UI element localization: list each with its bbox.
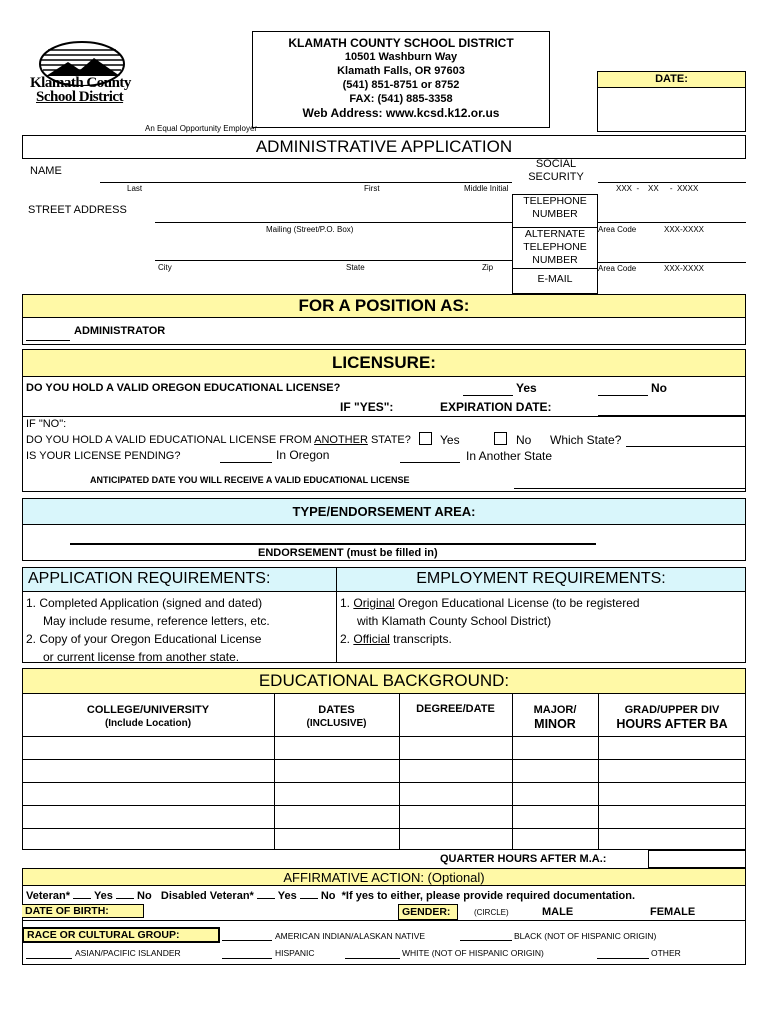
emp-req-1-text: Oregon Educational License (to be registered: [394, 596, 640, 610]
endorsement-note: ENDORSEMENT (must be filled in): [258, 547, 438, 559]
expiration-input[interactable]: [598, 403, 746, 416]
ssn-fmt-dash2: -: [669, 184, 673, 193]
race-hispanic-blank[interactable]: [222, 948, 272, 959]
last-label: Last: [127, 184, 143, 193]
q2-text: [26, 434, 411, 446]
edu-col-college-sub: (Include Location): [104, 718, 192, 729]
middle-label: Middle Initial: [464, 184, 509, 193]
email-label: E-MAIL: [537, 273, 573, 285]
name-label: NAME: [30, 165, 62, 177]
position-header: [22, 294, 746, 318]
veteran-no-label: No: [137, 890, 152, 902]
q2-pre: DO YOU HOLD A VALID EDUCATIONAL LICENSE FROM: [26, 434, 315, 446]
edu-row-line-1: [22, 759, 746, 760]
requirements-divider: [336, 591, 337, 663]
disabled-yes-label: Yes: [277, 890, 297, 902]
date-input[interactable]: [598, 88, 745, 132]
race-asian-blank[interactable]: [26, 948, 72, 959]
race-american-indian-blank[interactable]: [222, 930, 272, 941]
race-american-indian: AMERICAN INDIAN/ALASKAN NATIVE: [275, 931, 426, 941]
logo-text-line1: Klamath County: [30, 75, 131, 91]
area-code-label-1: Area Code: [598, 225, 637, 234]
app-req-header-text: APPLICATION REQUIREMENTS:: [28, 570, 271, 587]
district-city: Klamath Falls, OR 97603: [337, 65, 465, 77]
race-white: WHITE (NOT OF HISPANIC ORIGIN): [402, 948, 544, 958]
documentation-note: *If yes to either, please provide required documentation.: [341, 890, 636, 902]
in-oregon-label: In Oregon: [276, 448, 330, 462]
emp-req-header: [336, 567, 746, 592]
anticipated-input[interactable]: [514, 476, 746, 489]
ssn-format: [616, 184, 698, 193]
licensure-header-text: LICENSURE:: [332, 353, 436, 372]
district-logo: [22, 38, 142, 108]
emp-req-1b: with Klamath County School District): [357, 614, 552, 628]
quarter-hours-label: QUARTER HOURS AFTER M.A.:: [440, 853, 607, 865]
disabled-no-label: No: [320, 890, 336, 902]
form-title-box: [22, 135, 746, 159]
emp-req-1-underlined: Original: [353, 596, 395, 610]
emp-req-2-num: 2.: [340, 632, 351, 646]
phone-label-box: [512, 194, 598, 294]
district-name: KLAMATH COUNTY SCHOOL DISTRICT: [288, 36, 514, 50]
which-state-input[interactable]: [626, 434, 746, 447]
administrator-label: ADMINISTRATOR: [74, 325, 166, 337]
district-address: 10501 Washburn Way: [344, 51, 458, 63]
q1-yes-blank[interactable]: [463, 383, 513, 396]
q2-yes-checkbox[interactable]: [419, 432, 432, 445]
disabled-veteran-label: Disabled Veteran*: [160, 890, 254, 902]
zip-label: Zip: [482, 263, 494, 272]
edu-col-dates: [274, 703, 399, 731]
race-other: OTHER: [651, 948, 681, 958]
app-req-header: [22, 567, 337, 592]
race-hispanic: HISPANIC: [275, 948, 315, 958]
disabled-yes-blank[interactable]: [257, 898, 275, 899]
edu-row-line-0: [22, 736, 746, 737]
veteran-no-blank[interactable]: [116, 898, 134, 899]
app-req-list: [26, 594, 270, 666]
gender-female[interactable]: FEMALE: [650, 906, 696, 918]
q1-yes-label: Yes: [516, 381, 537, 395]
race-black: BLACK (NOT OF HISPANIC ORIGIN): [514, 931, 657, 941]
expiration-label: EXPIRATION DATE:: [440, 400, 552, 414]
city-label: City: [158, 263, 172, 272]
date-label: DATE:: [598, 72, 745, 88]
in-another-blank[interactable]: [400, 450, 460, 463]
q2-yes-label: Yes: [440, 433, 460, 447]
race-asian: ASIAN/PACIFIC ISLANDER: [75, 948, 181, 958]
edu-col-college-title: COLLEGE/UNIVERSITY: [86, 704, 210, 716]
emp-req-list: [340, 594, 640, 648]
dob-label-box: [22, 904, 144, 918]
edu-col-div-2: [399, 693, 400, 850]
district-info-box: [252, 31, 550, 128]
licensure-divider: [22, 416, 746, 417]
dob-label: DATE OF BIRTH:: [25, 905, 109, 917]
q1-no-blank[interactable]: [598, 383, 648, 396]
race-black-blank[interactable]: [460, 930, 512, 941]
race-white-blank[interactable]: [345, 948, 400, 959]
phone-format-2: XXX-XXXX: [664, 264, 705, 273]
app-req-1b: May include resume, reference letters, etc.: [43, 614, 270, 628]
race-other-blank[interactable]: [597, 948, 649, 959]
veteran-label: Veteran*: [26, 890, 71, 902]
emp-req-1-num: 1.: [340, 596, 351, 610]
edu-col-grad-sub: HOURS AFTER BA: [616, 717, 728, 731]
quarter-hours-input[interactable]: [648, 850, 746, 868]
gender-label: GENDER:: [402, 906, 451, 918]
date-box: [597, 71, 746, 132]
if-no-label: IF "NO":: [26, 418, 67, 430]
position-header-text: FOR A POSITION AS:: [298, 296, 470, 315]
ssn-fmt-3: XXXX: [676, 184, 699, 193]
phone-format-1: XXX-XXXX: [664, 225, 705, 234]
education-header: [22, 668, 746, 694]
emp-req-1: [340, 594, 640, 612]
ssn-fmt-dash1: -: [636, 184, 640, 193]
veteran-row: [26, 890, 635, 902]
city-input[interactable]: [155, 248, 512, 261]
administrator-blank[interactable]: [26, 330, 70, 341]
race-label-box: [22, 927, 220, 943]
gender-label-box: [398, 904, 458, 920]
veteran-yes-blank[interactable]: [73, 898, 91, 899]
district-web: Web Address: www.kcsd.k12.or.us: [302, 106, 500, 120]
which-state-label: Which State?: [550, 433, 622, 447]
endorsement-header-text: TYPE/ENDORSEMENT AREA:: [292, 504, 476, 519]
q1-no-label: No: [651, 381, 667, 395]
dob-input[interactable]: [145, 904, 395, 918]
ssn-fmt-2: XX: [648, 184, 659, 193]
app-req-1: 1. Completed Application (signed and dated): [26, 596, 263, 610]
emp-req-header-text: EMPLOYMENT REQUIREMENTS:: [416, 570, 666, 587]
emp-req-2-text: transcripts.: [389, 632, 452, 646]
ssn-fmt-1: XXX: [616, 184, 633, 193]
telephone-label: TELEPHONE NUMBER: [513, 195, 597, 228]
edu-row-line-3: [22, 805, 746, 806]
q2-post: STATE?: [367, 434, 411, 446]
ssn-input[interactable]: [598, 170, 746, 183]
circle-note: (CIRCLE): [474, 908, 509, 917]
edu-row-line-2: [22, 782, 746, 783]
edu-col-major: [512, 703, 598, 731]
affirmative-header-text: AFFIRMATIVE ACTION: (Optional): [283, 870, 485, 885]
telephone-input[interactable]: [598, 210, 746, 223]
gender-male[interactable]: MALE: [542, 906, 574, 918]
edu-col-major-title: MAJOR/: [533, 704, 577, 716]
if-yes-label: IF "YES":: [340, 400, 394, 414]
q1-text: DO YOU HOLD A VALID OREGON EDUCATIONAL LICENSE?: [26, 382, 341, 394]
district-phone: (541) 851-8751 or 8752: [342, 79, 460, 91]
endorsement-header: [22, 498, 746, 525]
district-fax: FAX: (541) 885-3358: [349, 93, 453, 105]
street-input[interactable]: [155, 210, 512, 223]
street-label: STREET ADDRESS: [28, 204, 127, 216]
mailing-label: Mailing (Street/P.O. Box): [266, 225, 354, 234]
edu-col-college: [22, 703, 274, 731]
race-label: RACE OR CULTURAL GROUP:: [27, 929, 180, 941]
edu-row-line-4: [22, 828, 746, 829]
edu-col-dates-sub: (INCLUSIVE): [306, 718, 367, 729]
in-oregon-blank[interactable]: [220, 450, 272, 463]
emp-req-2-underlined: Official: [353, 632, 390, 646]
area-code-label-2: Area Code: [598, 264, 637, 273]
eoe-note: An Equal Opportunity Employer: [145, 124, 258, 133]
edu-col-degree: DEGREE/DATE: [416, 703, 495, 715]
licensure-header: [22, 349, 746, 377]
education-header-text: EDUCATIONAL BACKGROUND:: [258, 671, 510, 690]
alt-phone-input[interactable]: [598, 250, 746, 263]
affirmative-header: [22, 868, 746, 886]
edu-col-dates-title: DATES: [318, 704, 355, 716]
disabled-no-blank[interactable]: [300, 898, 318, 899]
emp-req-2: [340, 630, 640, 648]
ssn-label: SOCIAL SECURITY: [528, 158, 584, 183]
logo-text-line2: School District: [36, 89, 124, 105]
state-label: State: [346, 263, 365, 272]
first-label: First: [364, 184, 380, 193]
in-another-label: In Another State: [466, 449, 553, 463]
app-req-2: 2. Copy of your Oregon Educational License: [26, 632, 262, 646]
anticipated-label: ANTICIPATED DATE YOU WILL RECEIVE A VALID EDUCATIONAL LICENSE: [90, 475, 410, 485]
q3-text: IS YOUR LICENSE PENDING?: [26, 450, 181, 462]
edu-col-grad-title: GRAD/UPPER DIV: [624, 704, 720, 716]
gender-divider: [22, 920, 746, 921]
endorsement-input[interactable]: [70, 543, 596, 545]
edu-col-grad: [598, 703, 746, 731]
form-title: ADMINISTRATIVE APPLICATION: [255, 137, 513, 156]
q2-no-label: No: [516, 433, 532, 447]
q2-underlined: ANOTHER: [314, 434, 368, 446]
name-input[interactable]: [100, 170, 512, 183]
app-req-2b: or current license from another state.: [43, 650, 240, 664]
veteran-yes-label: Yes: [93, 890, 113, 902]
alt-phone-label: ALTERNATE TELEPHONE NUMBER: [513, 228, 597, 269]
edu-col-major-sub: MINOR: [534, 717, 576, 731]
q2-no-checkbox[interactable]: [494, 432, 507, 445]
